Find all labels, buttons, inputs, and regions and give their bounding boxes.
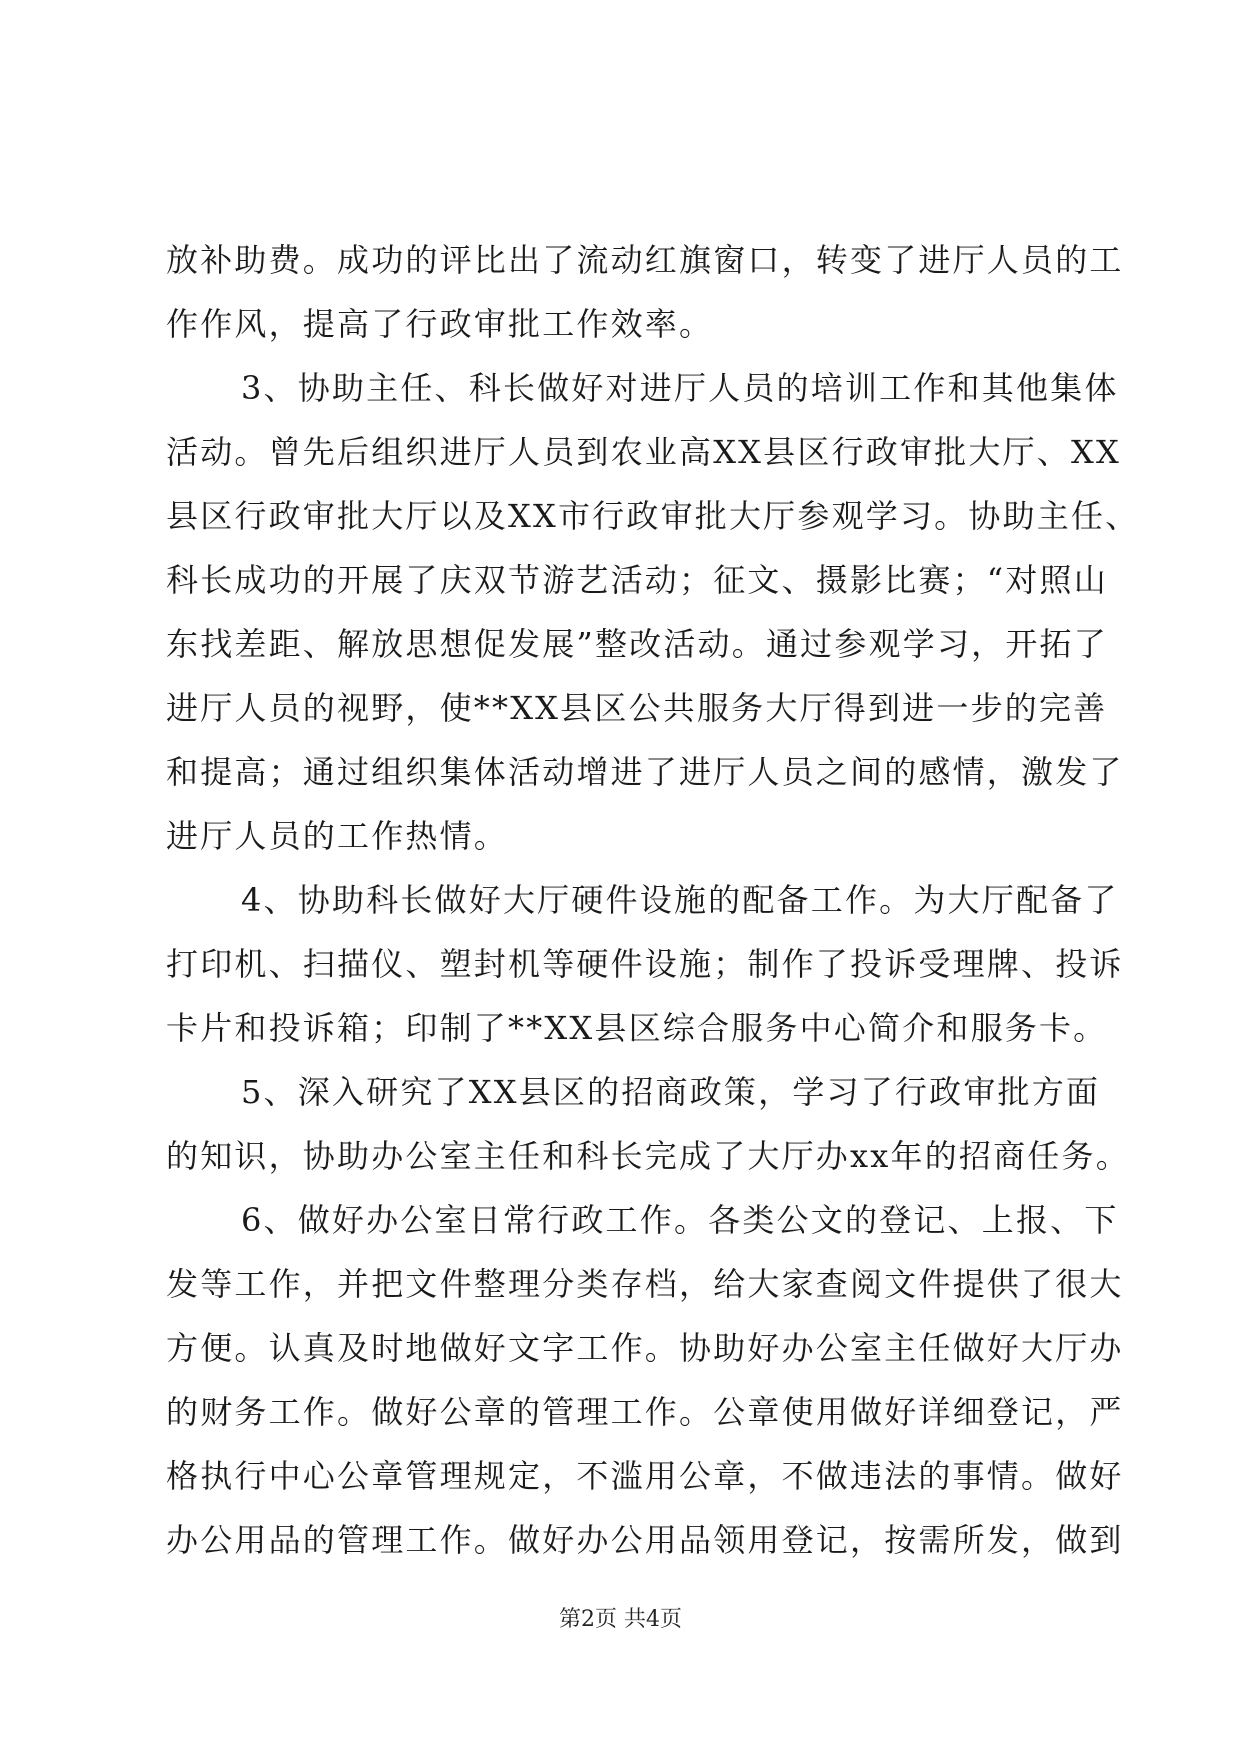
text-line: 发等工作，并把文件整理分类存档，给大家查阅文件提供了很大 — [166, 1265, 1124, 1303]
text-line: 5、深入研究了XX县区的招商政策，学习了行政审批方面 — [241, 1073, 1101, 1111]
text-line: 科长成功的开展了庆双节游艺活动；征文、摄影比赛；“对照山 — [166, 561, 1108, 599]
text-line: 4、协助科长做好大厅硬件设施的配备工作。为大厅配备了 — [241, 881, 1119, 919]
text-line: 东找差距、解放思想促发展”整改活动。通过参观学习，开拓了 — [166, 625, 1108, 663]
text-line: 办公用品的管理工作。做好办公用品领用登记，按需所发，做到 — [166, 1521, 1124, 1559]
text-line: 进厅人员的视野，使**XX县区公共服务大厅得到进一步的完善 — [166, 689, 1108, 727]
text-line: 6、做好办公室日常行政工作。各类公文的登记、上报、下 — [241, 1201, 1119, 1239]
text-line: 作作风，提高了行政审批工作效率。 — [166, 305, 714, 343]
text-line: 县区行政审批大厅以及XX市行政审批大厅参观学习。协助主任、 — [166, 497, 1140, 535]
text-line: 活动。曾先后组织进厅人员到农业高XX县区行政审批大厅、XX — [166, 433, 1121, 471]
text-line: 卡片和投诉箱；印制了**XX县区综合服务中心简介和服务卡。 — [166, 1009, 1108, 1047]
text-line: 的财务工作。做好公章的管理工作。公章使用做好详细登记，严 — [166, 1393, 1124, 1431]
page-footer: 第2页 共4页 — [559, 1607, 682, 1632]
document-body — [166, 228, 1140, 1572]
text-line: 进厅人员的工作热情。 — [166, 817, 509, 855]
text-line: 格执行中心公章管理规定，不滥用公章，不做违法的事情。做好 — [166, 1457, 1124, 1495]
text-line: 的知识，协助办公室主任和科长完成了大厅办xx年的招商任务。 — [166, 1137, 1130, 1175]
text-line: 和提高；通过组织集体活动增进了进厅人员之间的感情，激发了 — [166, 753, 1124, 791]
text-line: 方便。认真及时地做好文字工作。协助好办公室主任做好大厅办 — [166, 1329, 1124, 1367]
text-line: 3、协助主任、科长做好对进厅人员的培训工作和其他集体 — [241, 369, 1119, 407]
text-line: 放补助费。成功的评比出了流动红旗窗口，转变了进厅人员的工 — [166, 241, 1124, 279]
text-line: 打印机、扫描仪、塑封机等硬件设施；制作了投诉受理牌、投诉 — [166, 945, 1124, 983]
